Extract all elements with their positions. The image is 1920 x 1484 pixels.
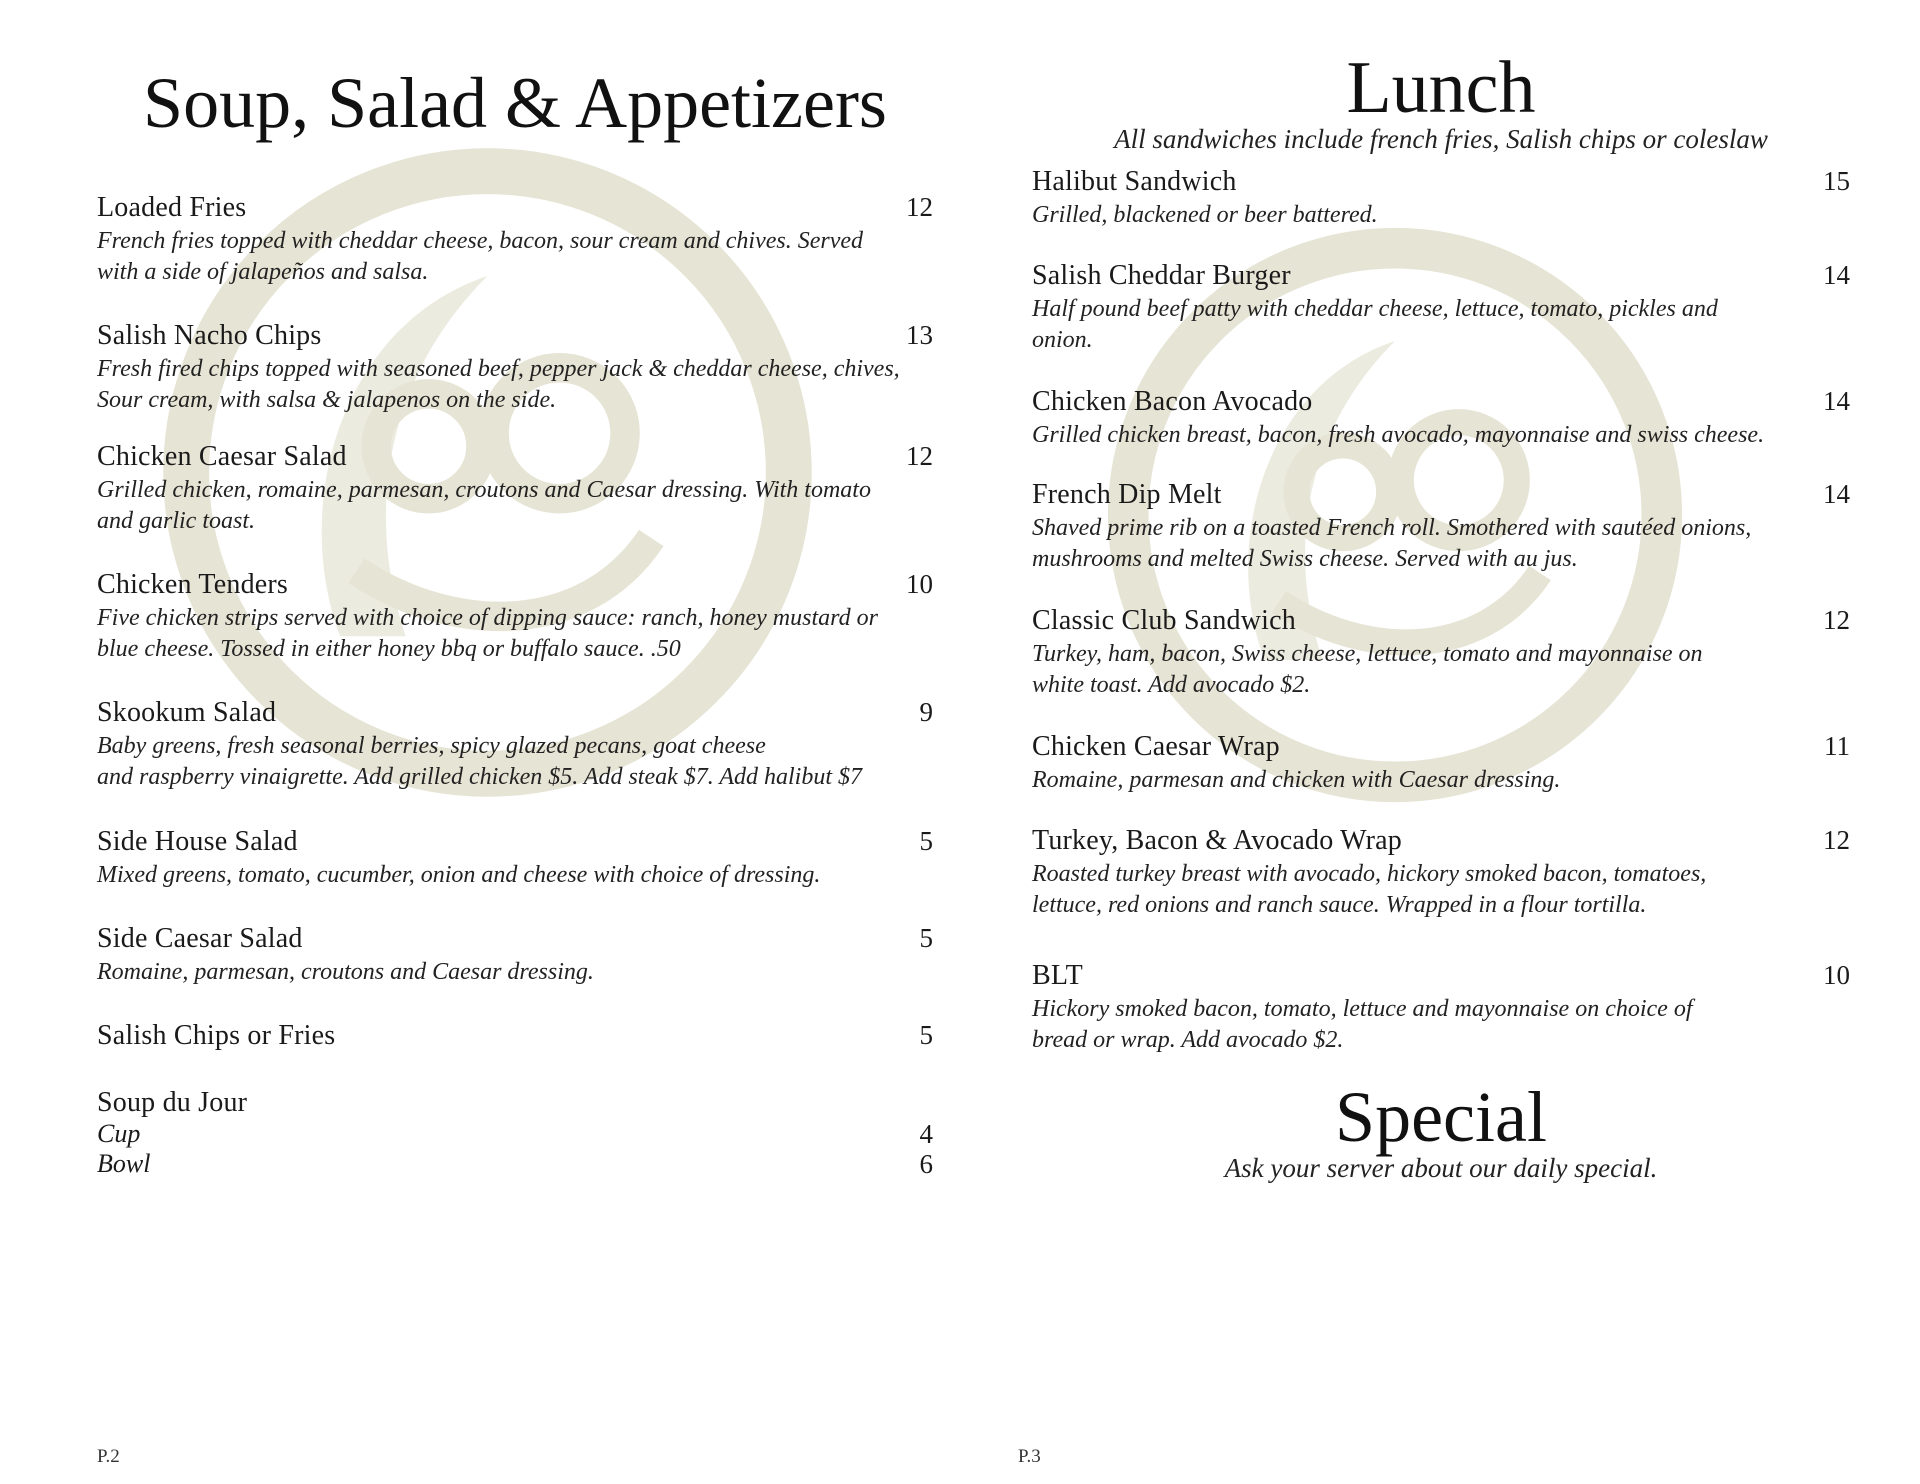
- special-description: Ask your server about our daily special.: [1224, 1153, 1658, 1183]
- item-price: 9: [919, 697, 933, 727]
- menu-item: [97, 1087, 933, 1179]
- item-price: 4: [919, 1119, 933, 1149]
- item-description: Romaine, parmesan, croutons and Caesar dressing.: [97, 959, 594, 985]
- section-title-appetizers: Soup, Salad & Appetizers: [143, 63, 887, 143]
- item-price: 14: [1823, 479, 1850, 509]
- menu-item: [97, 697, 933, 793]
- menu-item: [1032, 260, 1850, 356]
- menu-item: [97, 569, 933, 665]
- item-price: 6: [919, 1149, 933, 1179]
- item-name: French Dip Melt: [1032, 479, 1222, 510]
- item-price: 12: [906, 192, 933, 222]
- item-name: Chicken Caesar Salad: [97, 441, 347, 472]
- menu-item: [97, 1020, 933, 1052]
- item-description: Grilled chicken breast, bacon, fresh avocado, mayonnaise and swiss cheese.: [1032, 422, 1765, 448]
- item-description: Roasted turkey breast with avocado, hickory smoked bacon, tomatoes, lettuce, red onions and ranch sauce. Wrapped in a flour tortilla.: [1032, 861, 1707, 918]
- item-price: 12: [1823, 825, 1850, 855]
- item-name: Side House Salad: [97, 826, 298, 857]
- item-name: Skookum Salad: [97, 697, 277, 728]
- item-price: 14: [1823, 386, 1850, 416]
- item-price: 14: [1823, 260, 1850, 290]
- item-name: Salish Nacho Chips: [97, 320, 322, 351]
- item-name: Turkey, Bacon & Avocado Wrap: [1032, 825, 1402, 856]
- item-description: Turkey, ham, bacon, Swiss cheese, lettuce, tomato and mayonnaise on white toast. Add avocado $2.: [1032, 641, 1703, 698]
- page-number: P.2: [97, 1446, 120, 1467]
- item-description: Hickory smoked bacon, tomato, lettuce and mayonnaise on choice of bread or wrap. Add avocado $2.: [1032, 996, 1693, 1053]
- item-price: 10: [1823, 960, 1850, 990]
- item-price: 12: [1823, 605, 1850, 635]
- item-name: Halibut Sandwich: [1032, 166, 1237, 197]
- item-option-label: Cup: [97, 1119, 141, 1148]
- menu-item: [1032, 825, 1850, 921]
- item-name: Side Caesar Salad: [97, 923, 303, 954]
- menu-page-left: [97, 0, 933, 1484]
- item-description: Grilled chicken, romaine, parmesan, croutons and Caesar dressing. With tomato and garlic toast.: [97, 477, 871, 534]
- section-title-special: Special: [1335, 1077, 1547, 1157]
- menu-item: [1032, 166, 1850, 231]
- menu-item: [1032, 605, 1850, 701]
- item-description: Five chicken strips served with choice of dipping sauce: ranch, honey mustard or blue cheese. Tossed in either honey bbq or buffalo sauce. .50: [97, 605, 878, 662]
- item-option-row: [97, 1149, 933, 1179]
- item-price: 10: [906, 569, 933, 599]
- item-price: 12: [906, 441, 933, 471]
- item-price: 5: [919, 923, 933, 953]
- item-option-row: [97, 1119, 933, 1149]
- item-name: Loaded Fries: [97, 192, 247, 223]
- item-description: Grilled, blackened or beer battered.: [1032, 202, 1378, 228]
- item-name: Chicken Caesar Wrap: [1032, 731, 1280, 762]
- item-description: Shaved prime rib on a toasted French roll. Smothered with sautéed onions, mushrooms and melted Swiss cheese. Served with au jus.: [1032, 515, 1752, 572]
- menu-item: [1032, 479, 1850, 575]
- section-subtitle-lunch: All sandwiches include french fries, Salish chips or coleslaw: [1114, 124, 1768, 154]
- section-title-lunch: Lunch: [1346, 47, 1536, 129]
- item-name: Chicken Tenders: [97, 569, 289, 600]
- item-price: 11: [1824, 731, 1850, 761]
- menu-item: [97, 826, 933, 891]
- item-description: Romaine, parmesan and chicken with Caesar dressing.: [1032, 767, 1561, 793]
- menu-page-right: [1018, 0, 1850, 1484]
- item-description: French fries topped with cheddar cheese, bacon, sour cream and chives. Served with a side of jalapeños and salsa.: [97, 228, 864, 285]
- item-name: BLT: [1032, 960, 1083, 991]
- item-name: Salish Cheddar Burger: [1032, 260, 1291, 291]
- menu-item: [97, 320, 933, 416]
- item-price: 13: [906, 320, 933, 350]
- item-name: Salish Chips or Fries: [97, 1020, 336, 1051]
- item-option-label: Bowl: [97, 1149, 151, 1178]
- menu-item: [1032, 731, 1850, 796]
- item-price: 15: [1823, 166, 1850, 196]
- item-name: Chicken Bacon Avocado: [1032, 386, 1313, 417]
- menu-item: [1032, 386, 1850, 451]
- item-name: Soup du Jour: [97, 1087, 248, 1118]
- item-description: Baby greens, fresh seasonal berries, spicy glazed pecans, goat cheese and raspberry vinaigrette. Add grilled chicken $5. Add steak $7. Add halibut $7: [97, 733, 863, 790]
- item-description: Mixed greens, tomato, cucumber, onion and cheese with choice of dressing.: [97, 862, 821, 888]
- item-price: 5: [919, 1020, 933, 1050]
- item-description: Fresh fired chips topped with seasoned beef, pepper jack & cheddar cheese, chives, Sour cream, with salsa & jalapenos on the side.: [97, 356, 900, 413]
- page-number: P.3: [1018, 1446, 1041, 1467]
- menu-item: [97, 192, 933, 288]
- menu-item: [97, 441, 933, 537]
- menu-item: [1032, 960, 1850, 1056]
- menu-item: [97, 923, 933, 988]
- item-name: Classic Club Sandwich: [1032, 605, 1296, 636]
- item-description: Half pound beef patty with cheddar cheese, lettuce, tomato, pickles and onion.: [1032, 296, 1718, 353]
- item-price: 5: [919, 826, 933, 856]
